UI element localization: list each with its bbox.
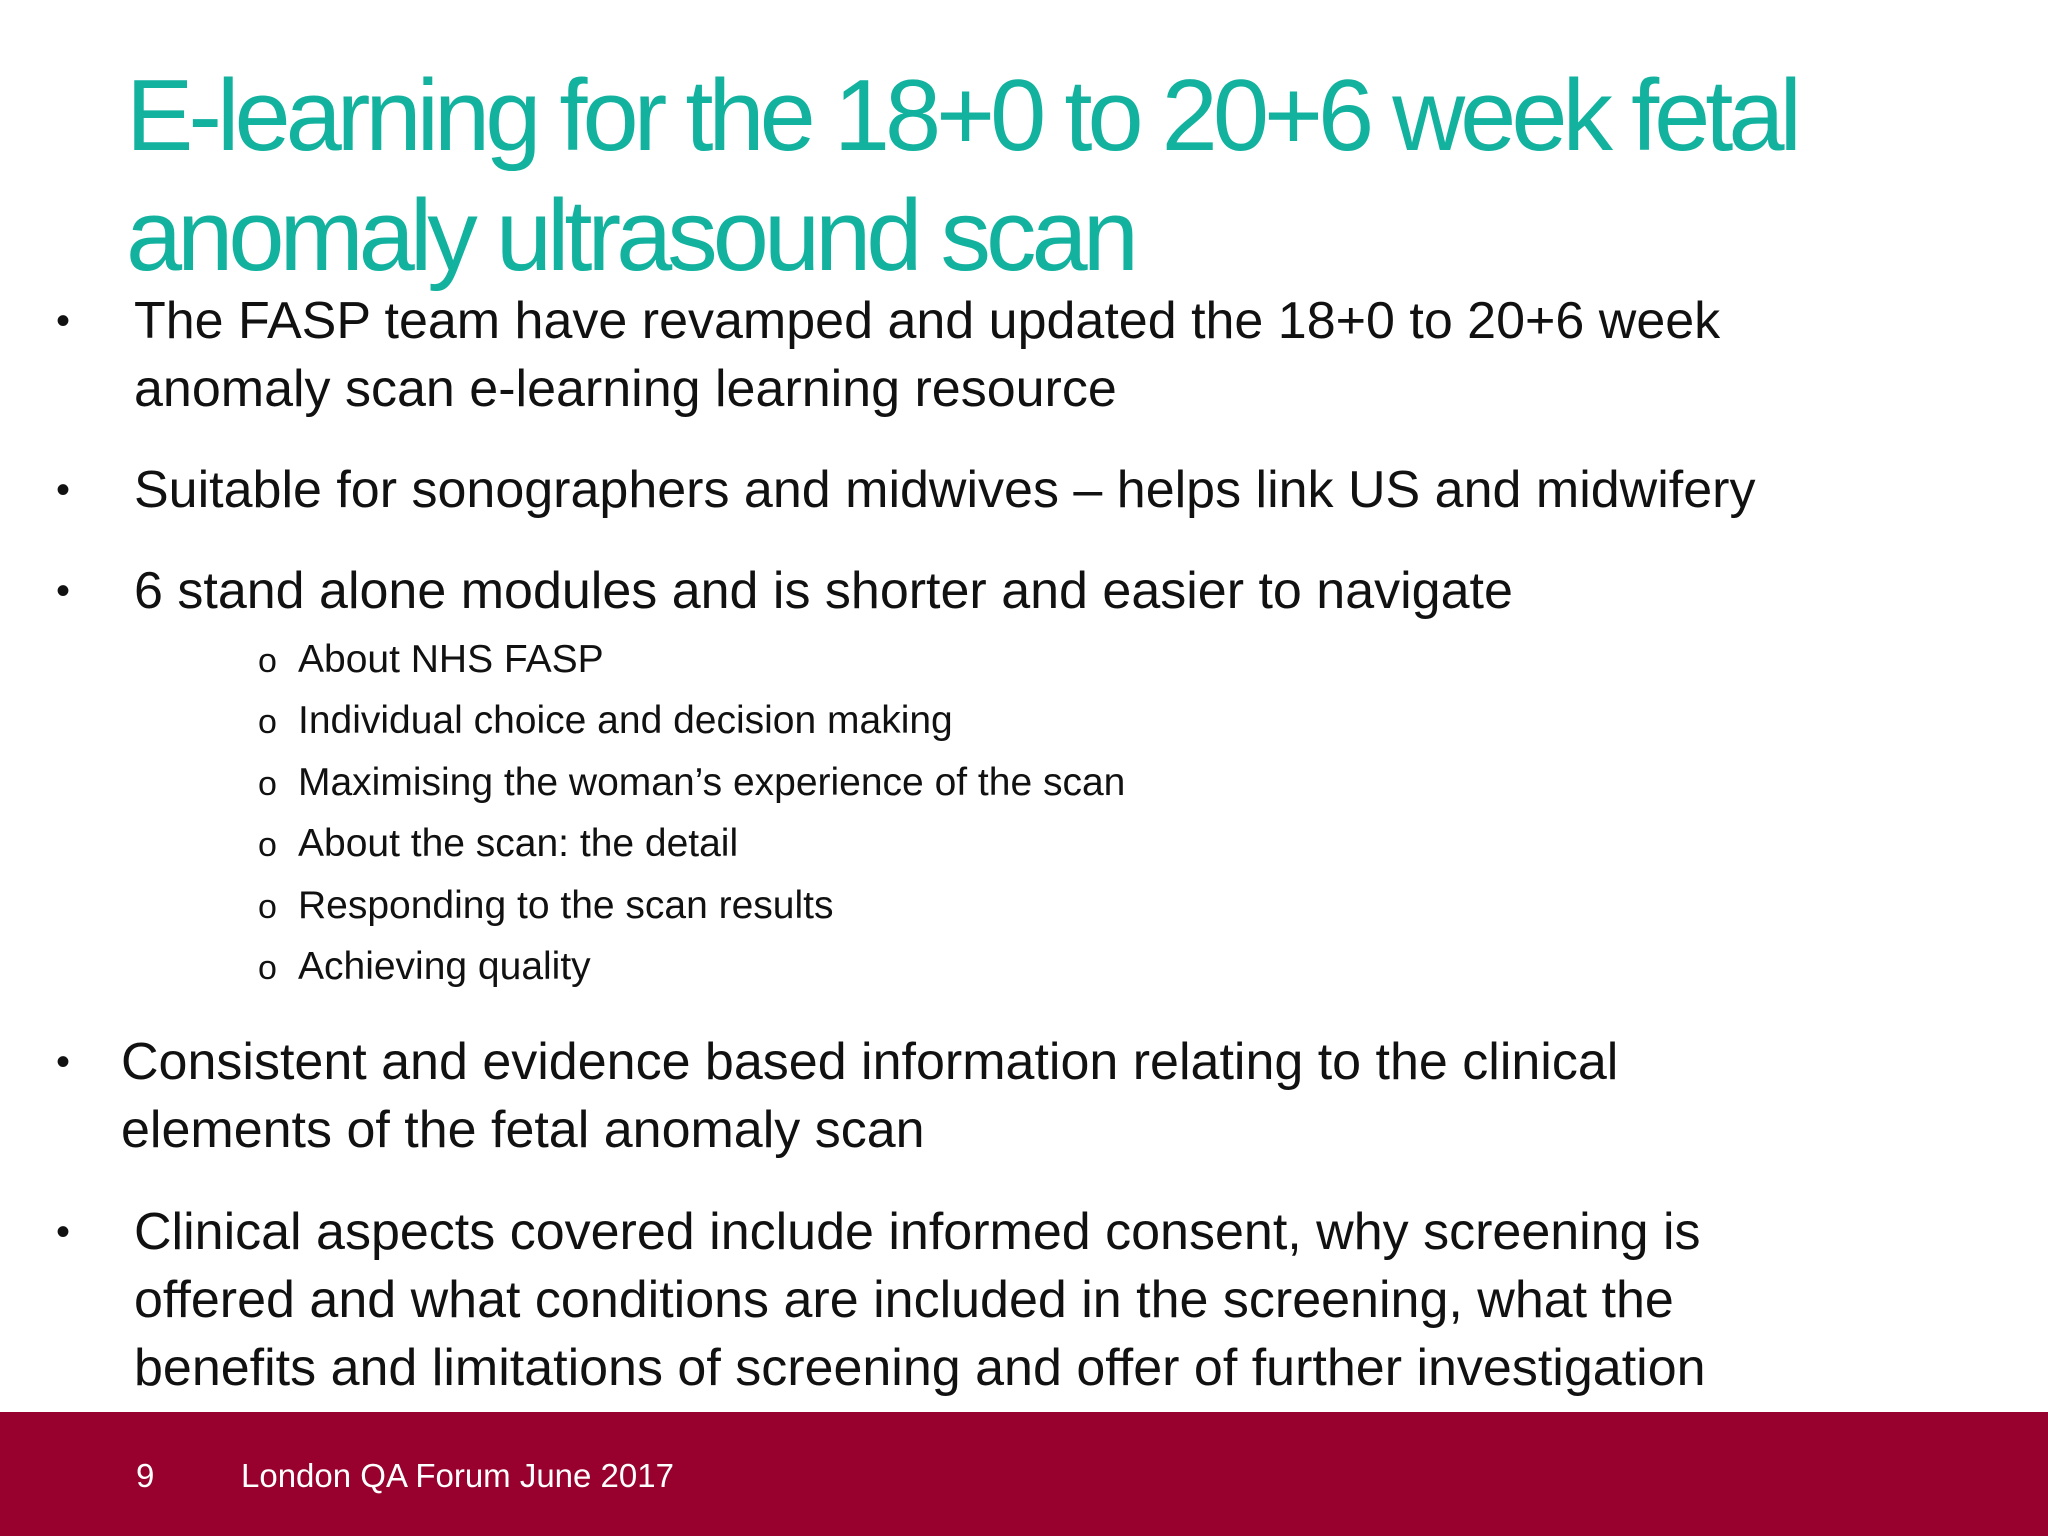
bullet-line: The FASP team have revamped and updated the 18+0 to 20+6 week — [134, 292, 1721, 350]
bullet-marker: • — [56, 1040, 71, 1084]
module-label: Maximising the woman’s experience of the scan — [298, 761, 1126, 804]
module-label: About the scan: the detail — [298, 822, 739, 865]
module-list-item — [258, 637, 604, 684]
module-list-item — [258, 883, 834, 930]
bullet-line: Clinical aspects covered include informed consent, why screening is — [134, 1203, 1701, 1261]
footer-bar — [0, 1412, 2048, 1536]
bullet-line: Consistent and evidence based information relating to the clinical — [121, 1033, 1619, 1091]
module-list-item — [258, 760, 1125, 807]
bullet-item-4 — [121, 1028, 1618, 1164]
sub-bullet-marker: o — [258, 949, 277, 987]
bullet-line: Suitable for sonographers and midwives – helps link US and midwifery — [134, 461, 1756, 519]
bullet-marker: • — [56, 468, 71, 512]
bullet-line: 6 stand alone modules and is shorter and easier to navigate — [134, 562, 1513, 620]
bullet-marker: • — [56, 299, 71, 343]
bullet-line: benefits and limitations of screening and offer of further investigation — [134, 1339, 1706, 1397]
bullet-marker: • — [56, 569, 71, 613]
bullet-item-5 — [134, 1198, 1706, 1402]
title-line-2: anomaly ultrasound scan — [126, 180, 1134, 292]
bullet-line: offered and what conditions are included in the screening, what the — [134, 1271, 1674, 1329]
sub-bullet-marker: o — [258, 765, 277, 803]
title-line-1: E-learning for the 18+0 to 20+6 week fetal — [126, 60, 1797, 172]
module-label: About NHS FASP — [298, 638, 604, 681]
sub-bullet-marker: o — [258, 826, 277, 864]
bullet-line: anomaly scan e-learning learning resource — [134, 360, 1117, 418]
bullet-marker: • — [56, 1210, 71, 1254]
sub-bullet-marker: o — [258, 703, 277, 741]
module-list-item — [258, 821, 738, 868]
slide-page-number: 9 — [136, 1457, 155, 1494]
module-list-item — [258, 698, 953, 745]
bullet-item-2 — [134, 456, 1755, 524]
module-list-item — [258, 944, 591, 991]
module-label: Achieving quality — [298, 945, 591, 988]
sub-bullet-marker: o — [258, 888, 277, 926]
bullet-item-3 — [134, 557, 1513, 625]
bullet-item-1 — [134, 287, 1720, 423]
module-label: Individual choice and decision making — [298, 699, 953, 742]
bullet-line: elements of the fetal anomaly scan — [121, 1101, 925, 1159]
slide-title — [126, 56, 1926, 296]
module-label: Responding to the scan results — [298, 884, 834, 927]
sub-bullet-marker: o — [258, 642, 277, 680]
footer-event-label: London QA Forum June 2017 — [241, 1457, 674, 1494]
